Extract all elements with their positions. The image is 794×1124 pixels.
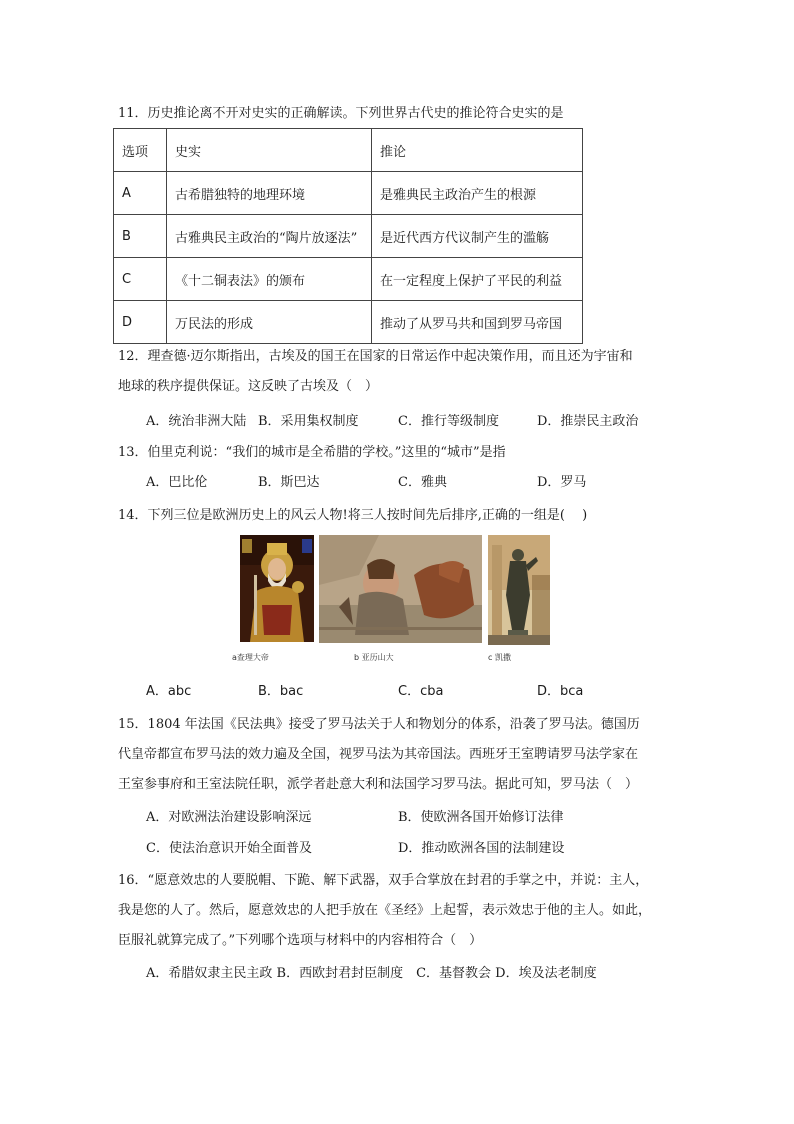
table-cell: A [114, 172, 167, 215]
table-cell: 推动了从罗马共和国到罗马帝国 [372, 301, 583, 344]
table-cell: 是雅典民主政治产生的根源 [372, 172, 583, 215]
q13-option-a: A．巴比伦 [146, 475, 208, 490]
caption-c: c 凯撒 [488, 653, 511, 662]
q16-line-2: 我是您的人了。然后，愿意效忠的人把手放在《圣经》上起誓，表示效忠于他的主人。如此， [118, 903, 652, 918]
charlemagne-portrait-image [240, 535, 314, 642]
q14-option-a: A．abc [146, 684, 192, 699]
q15-line-3: 王室参事府和王室法院任职，派学者赴意大利和法国学习罗马法。据此可知，罗马法（ ） [118, 777, 639, 792]
caption-a: a查理大帝 [232, 653, 269, 662]
table-row [114, 172, 583, 215]
table-cell: D [114, 301, 167, 344]
caption-b: b 亚历山大 [354, 653, 394, 662]
q13-stem: 13．伯里克利说：“我们的城市是全希腊的学校。”这里的“城市”是指 [118, 445, 506, 460]
q12-option-a: A．统治非洲大陆 [146, 414, 247, 429]
q14-stem: 14．下列三位是欧洲历史上的风云人物!将三人按时间先后排序,正确的一组是( ) [118, 508, 588, 523]
q11-table [113, 128, 583, 344]
q13-option-b: B．斯巴达 [258, 475, 320, 490]
caesar-statue-image [488, 535, 550, 645]
q12-option-c: C．推行等级制度 [398, 414, 499, 429]
q12-line-1: 12．理查德·迈尔斯指出，古埃及的国王在国家的日常运作中起决策作用，而且还为宇宙和 [118, 349, 633, 364]
table-row [114, 258, 583, 301]
table-header-row [114, 129, 583, 172]
q16-line-1: 16．“愿意效忠的人要脱帽、下跪、解下武器，双手合掌放在封君的手掌之中，并说：主人， [118, 873, 649, 888]
table-cell: 是近代西方代议制产生的滥觞 [372, 215, 583, 258]
q13-option-c: C．雅典 [398, 475, 447, 490]
q15-option-a: A．对欧洲法治建设影响深远 [146, 810, 312, 825]
q12-option-b: B．采用集权制度 [258, 414, 359, 429]
table-cell: B [114, 215, 167, 258]
q14-option-c: C．cba [398, 684, 444, 699]
table-row [114, 301, 583, 344]
table-header-cell: 推论 [372, 129, 583, 172]
q15-option-b: B．使欧洲各国开始修订法律 [398, 810, 564, 825]
q15-line-1: 15．1804 年法国《民法典》接受了罗马法关于人和物划分的体系，沿袭了罗马法。德国历 [118, 717, 640, 732]
q14-option-b: B．bac [258, 684, 304, 699]
q15-option-d: D．推动欧洲各国的法制建设 [398, 841, 565, 856]
table-cell: 古希腊独特的地理环境 [167, 172, 372, 215]
q11-stem: 11．历史推论离不开对史实的正确解读。下列世界古代史的推论符合史实的是 [118, 106, 564, 121]
q12-option-d: D．推崇民主政治 [537, 414, 639, 429]
table-cell: 在一定程度上保护了平民的利益 [372, 258, 583, 301]
q13-option-d: D．罗马 [537, 475, 587, 490]
q16-options: A．希腊奴隶主民主政 B．西欧封君封臣制度 C．基督教会 D．埃及法老制度 [146, 966, 597, 981]
table-header-cell: 选项 [114, 129, 167, 172]
table-cell: 古雅典民主政治的“陶片放逐法” [167, 215, 372, 258]
table-header-cell: 史实 [167, 129, 372, 172]
q14-option-d: D．bca [537, 684, 584, 699]
q12-line-2: 地球的秩序提供保证。这反映了古埃及（ ） [118, 379, 379, 394]
table-row [114, 215, 583, 258]
table-cell: 《十二铜表法》的颁布 [167, 258, 372, 301]
q16-line-3: 臣服礼就算完成了。”下列哪个选项与材料中的内容相符合（ ） [118, 933, 483, 948]
q15-option-c: C．使法治意识开始全面普及 [146, 841, 312, 856]
q15-line-2: 代皇帝都宣布罗马法的效力遍及全国，视罗马法为其帝国法。西班牙王室聘请罗马法学家在 [118, 747, 639, 762]
table-cell: C [114, 258, 167, 301]
table-cell: 万民法的形成 [167, 301, 372, 344]
alexander-mosaic-image [319, 535, 482, 643]
